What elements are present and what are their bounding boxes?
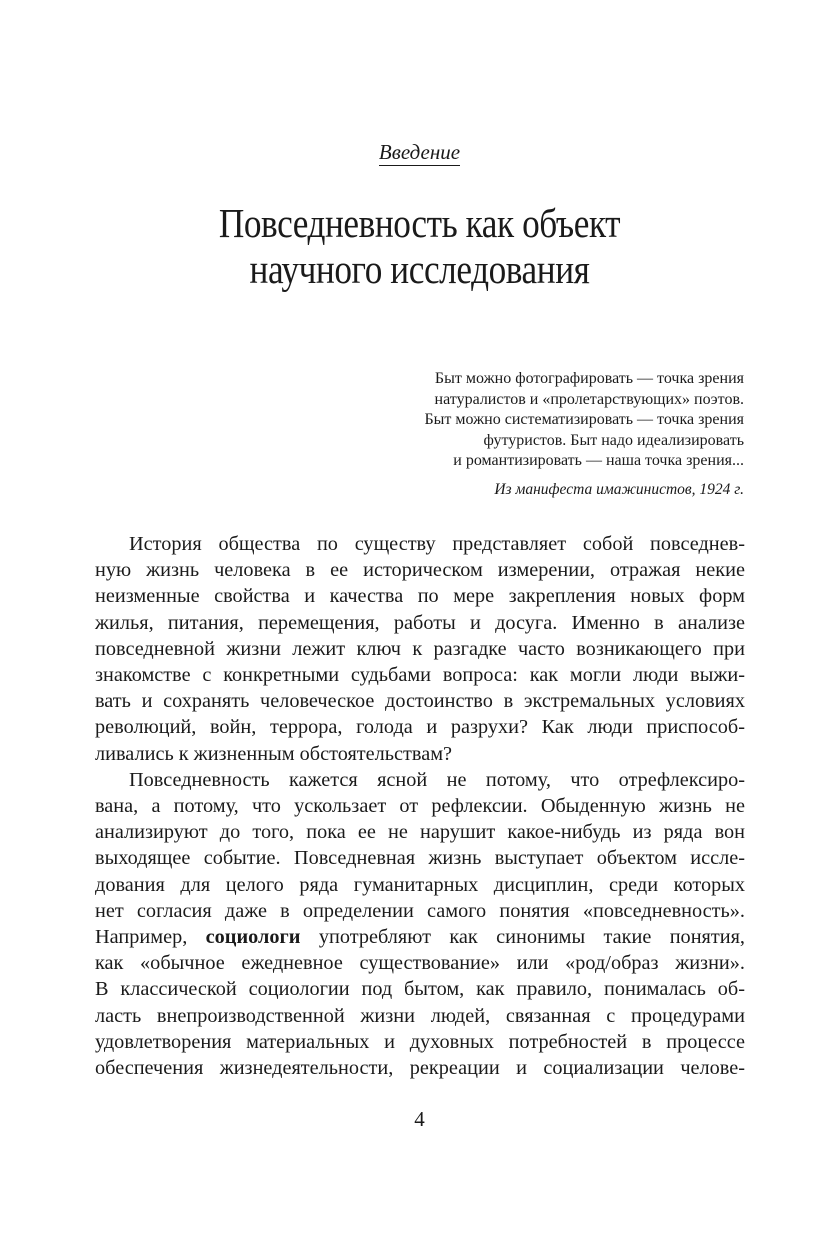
body-line: дования для целого ряда гуманитарных дисциплин, среди которых [95, 873, 745, 896]
chapter-title [59, 200, 781, 292]
body-line: как «обычное ежедневное существование» или «род/образ жизни». [95, 952, 745, 975]
epigraph-line: Быт можно фотографировать — точка зрения [434, 370, 744, 387]
body-line: В классической социологии под бытом, как правило, понималась об- [95, 978, 745, 1001]
body-line: жилья, питания, перемещения, работы и досуга. Именно в анализе [95, 611, 745, 634]
body-line: повседневной жизни лежит ключ к разгадке часто возникающего при [95, 637, 745, 660]
body-line: выходящее событие. Повседневная жизнь выступает объектом иссле- [95, 847, 745, 870]
epigraph-line: и романтизировать — наша точка зрения... [453, 452, 744, 469]
chapter-title-line-2: научного исследования [249, 246, 590, 292]
body-text [95, 531, 745, 1081]
body-line-with-term [95, 924, 745, 950]
epigraph-line: натуралистов и «пролетарствующих» поэтов. [434, 390, 744, 408]
body-text-fragment: употребляют как синонимы такие понятия, [318, 926, 745, 949]
body-line: вана, а потому, что ускользает от рефлексии. Обыденную жизнь не [95, 795, 745, 818]
body-line: знакомстве с конкретными судьбами вопроса: как могли люди выжи- [95, 664, 745, 687]
body-line: ливались к жизненным обстоятельствам? [95, 742, 453, 765]
body-line: революций, войн, террора, голода и разрухи? Как люди приспособ- [95, 716, 745, 739]
body-line: Повседневность кажется ясной не потому, что отрефлексиро- [129, 768, 745, 791]
body-line: ную жизнь человека в ее историческом измерении, отражая некие [95, 559, 745, 582]
body-line: обеспечения жизнедеятельности, рекреации и социализации челове- [95, 1057, 745, 1080]
body-line: История общества по существу представляет собой повседнев- [129, 533, 745, 555]
page-number: 4 [414, 1107, 425, 1131]
body-text-fragment: Например, [95, 926, 188, 949]
body-line: вать и сохранять человеческое достоинство в экстремальных условиях [95, 690, 745, 713]
epigraph-line: Быт можно систематизировать — точка зрения [424, 411, 744, 428]
chapter-title-line-1: Повседневность как объект [218, 200, 621, 246]
epigraph-line: футуристов. Быт надо идеализировать [483, 431, 744, 449]
bold-term: социологи [205, 926, 301, 949]
body-line: удовлетворения материальных и духовных потребностей в процессе [95, 1030, 745, 1053]
body-line: ласть внепроизводственной жизни людей, связанная с процедурами [95, 1004, 745, 1027]
body-line: анализируют до того, пока ее не нарушит какое-нибудь из ряда вон [95, 821, 745, 844]
body-line: нет согласия даже в определении самого понятия «повседневность». [95, 899, 745, 922]
body-line: неизменные свойства и качества по мере закрепления новых форм [95, 585, 745, 608]
section-label [0, 140, 839, 165]
epigraph [324, 369, 744, 472]
section-label-text: Введение [378, 140, 461, 164]
epigraph-source: Из манифеста имажинистов, 1924 г. [494, 481, 744, 498]
